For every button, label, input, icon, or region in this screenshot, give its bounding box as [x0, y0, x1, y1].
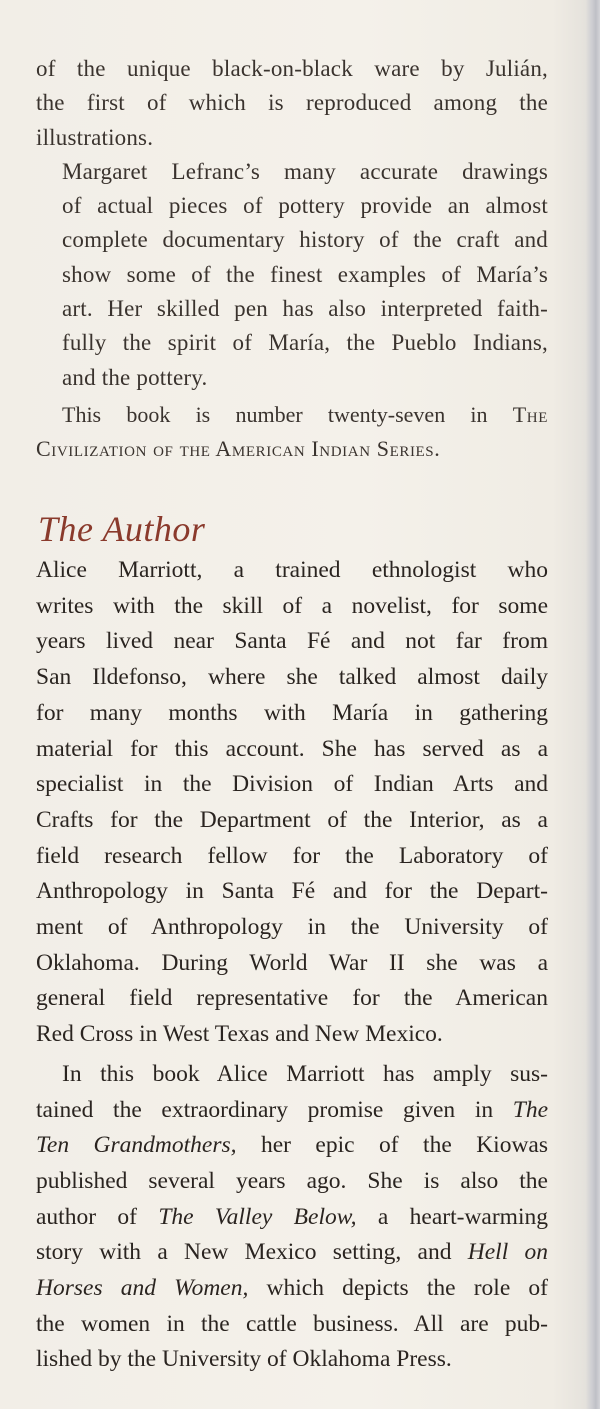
text-line: of actual pieces of pottery provide an almost — [62, 193, 548, 219]
book-title: The Valley Below, — [158, 1203, 357, 1230]
text-line: material for this account. She has served as a — [36, 735, 548, 762]
series-name-part: The — [512, 402, 548, 427]
page-edge — [586, 0, 600, 1409]
drawings-paragraph — [36, 155, 548, 395]
text-line: In this book Alice Marriott has amply sus- — [62, 1060, 548, 1087]
text-line — [36, 1235, 548, 1271]
text-fragment: story with a New Mexico setting, and — [36, 1239, 452, 1266]
text-line: years lived near Santa Fé and not far from — [36, 628, 548, 655]
text-line: writes with the skill of a novelist, for some — [36, 592, 548, 619]
text-fragment: author of — [36, 1203, 137, 1230]
text-line: ment of Anthropology in the University of — [36, 914, 548, 941]
book-title: The — [512, 1096, 548, 1123]
text-line: Anthropology in Santa Fé and for the Depart- — [36, 878, 548, 905]
text-line: Crafts for the Department of the Interior, as a — [36, 806, 548, 833]
text-fragment: her epic of the Kiowas — [260, 1132, 548, 1159]
author-works-paragraph — [36, 1057, 548, 1378]
text-line — [36, 1093, 548, 1129]
text-line: Oklahoma. During World War II she was a — [36, 949, 548, 976]
text-line: of the unique black-on-black ware by Julián, — [36, 56, 548, 81]
text-line: published several years ago. She is also the — [36, 1167, 548, 1194]
intro-paragraph — [36, 52, 548, 155]
intro-section — [36, 52, 548, 395]
text-line: general field representative for the American — [36, 985, 548, 1012]
text-line: Red Cross in West Texas and New Mexico. — [36, 1021, 443, 1048]
text-line: art. Her skilled pen has also interpreted faith- — [62, 296, 548, 322]
text-line: the women in the cattle business. All are pub- — [36, 1310, 548, 1337]
text-line: field research fellow for the Laboratory of — [36, 842, 548, 869]
text-line: show some of the finest examples of María’s — [62, 261, 548, 287]
text-fragment: which depicts the role of — [266, 1275, 548, 1302]
text-fragment: tained the extraordinary promise given in — [36, 1096, 494, 1123]
book-title: Hell on — [467, 1239, 548, 1266]
text-line: and the pottery. — [62, 364, 208, 390]
text-line: lished by the University of Oklahoma Press. — [36, 1346, 452, 1373]
book-title: Ten Grandmothers, — [36, 1132, 237, 1159]
text-line: fully the spirit of María, the Pueblo Indians, — [62, 330, 548, 356]
series-name: Civilization of the American Indian Series. — [36, 436, 441, 461]
text-line — [36, 1128, 548, 1164]
series-prefix: This book is number twenty-seven in — [62, 402, 488, 427]
book-title: Horses and Women, — [36, 1275, 249, 1302]
text-line: for many months with María in gathering — [36, 699, 548, 726]
author-bio-paragraph — [36, 553, 548, 1053]
text-line — [36, 1271, 548, 1307]
text-line: specialist in the Division of Indian Arts and — [36, 771, 548, 798]
text-line: the first of which is reproduced among the — [36, 90, 548, 116]
text-line: Margaret Lefranc’s many accurate drawings — [62, 158, 548, 184]
author-heading: The Author — [38, 509, 206, 549]
author-section — [36, 553, 548, 1378]
series-line-1 — [36, 398, 548, 432]
text-line — [36, 1200, 548, 1236]
text-line: Alice Marriott, a trained ethnologist who — [36, 557, 548, 583]
text-line: illustrations. — [36, 124, 154, 150]
text-line: San Ildefonso, where she talked almost daily — [36, 664, 548, 691]
text-line: complete documentary history of the craft and — [62, 227, 548, 253]
series-note — [36, 398, 548, 466]
text-fragment: a heart-warming — [377, 1203, 548, 1230]
